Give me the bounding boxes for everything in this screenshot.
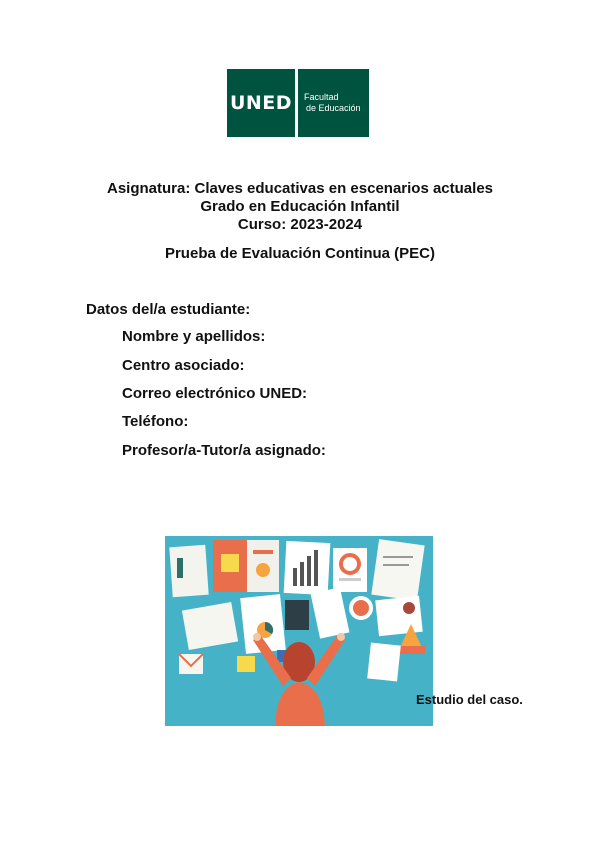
case-study-caption: Estudio del caso. xyxy=(416,692,523,707)
field-name: Nombre y apellidos: xyxy=(122,328,266,345)
field-center: Centro asociado: xyxy=(122,357,245,374)
logo-faculty xyxy=(298,69,369,137)
field-phone: Teléfono: xyxy=(122,413,189,430)
desk-illustration xyxy=(165,536,433,726)
logo-faculty-line1: Facultad xyxy=(304,92,339,102)
uned-logo xyxy=(227,69,369,137)
course-title: Curso: 2023-2024 xyxy=(237,216,363,233)
logo-brand: UNED xyxy=(227,69,295,137)
test-title: Prueba de Evaluación Continua (PEC) xyxy=(164,245,436,262)
subject-title: Asignatura: Claves educativas en escenarios actuales xyxy=(106,180,493,197)
field-email: Correo electrónico UNED: xyxy=(122,385,308,402)
field-tutor: Profesor/a-Tutor/a asignado: xyxy=(122,442,326,459)
degree-title: Grado en Educación Infantil xyxy=(200,198,400,215)
logo-faculty-line2: de Educación xyxy=(306,103,361,113)
student-section-label: Datos del/a estudiante: xyxy=(86,301,251,318)
